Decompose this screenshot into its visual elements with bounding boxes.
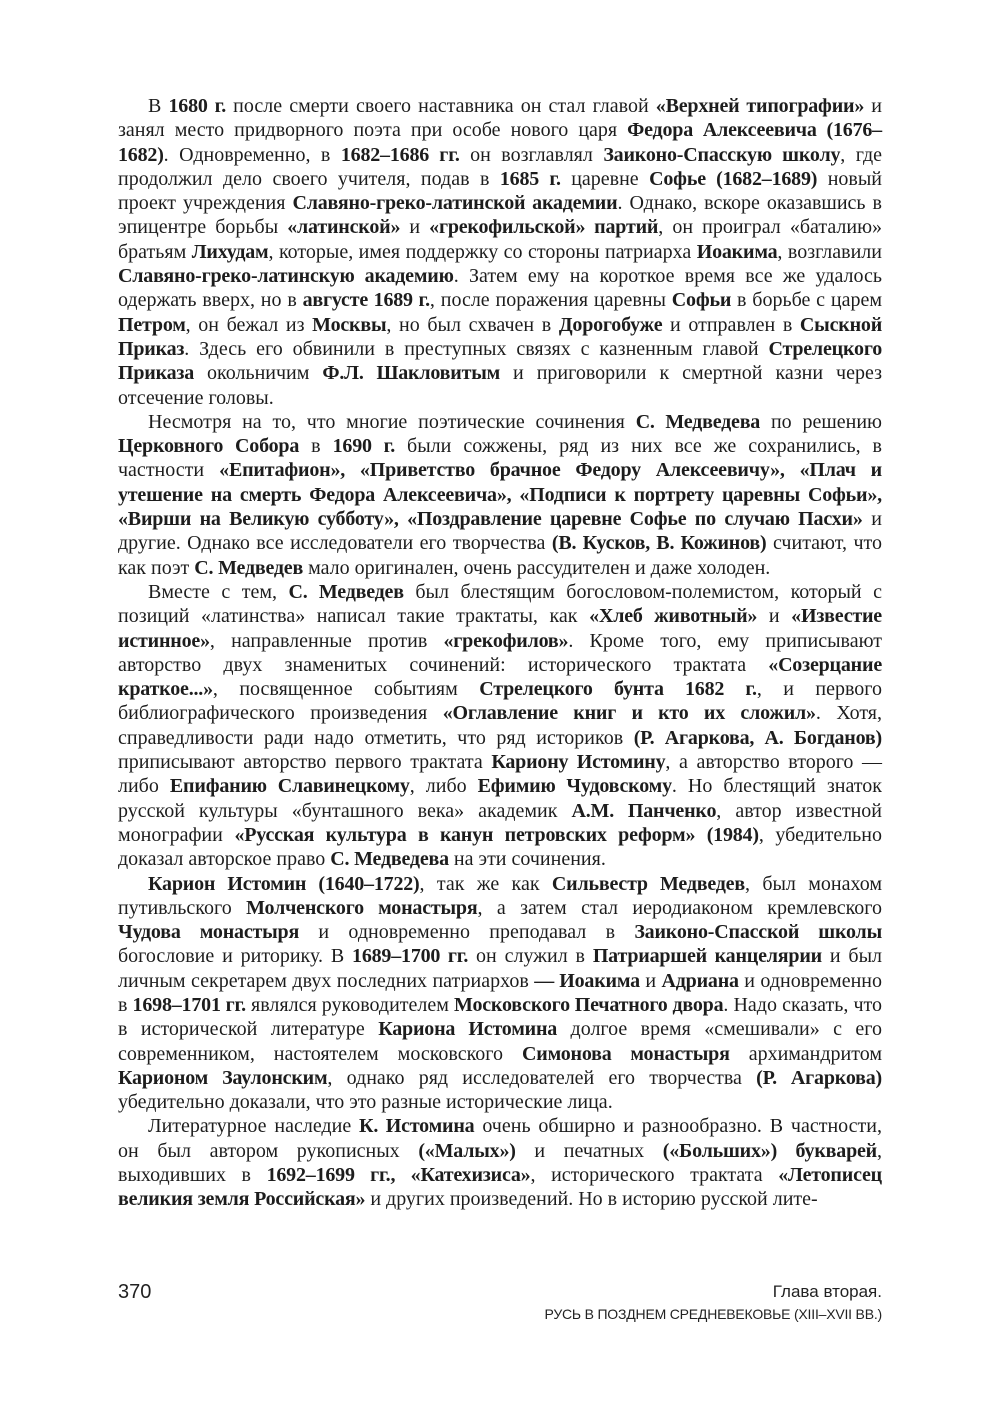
text-run: и отправлен в xyxy=(662,313,800,336)
text-run: мало оригинален, очень рассудителен и даже холоден. xyxy=(303,556,771,579)
bold-text-run: Кариону Истомину xyxy=(491,751,666,774)
bold-text-run: Федора Алексеевича (1676–1682) xyxy=(118,119,882,166)
bold-text-run: «Известие истинное» xyxy=(118,605,882,652)
text-run: были сожжены, ряд из них все же сохранились, в частности xyxy=(118,435,883,482)
bold-text-run: Стрелецкого Приказа xyxy=(118,337,882,385)
text-run: , он бежал из xyxy=(185,313,313,336)
bold-text-run: Славяно-греко-латинскую академию xyxy=(118,265,454,288)
text-run: после смерти своего наставника он стал главой xyxy=(226,95,656,117)
text-run: . Надо сказать, что в исторической литературе xyxy=(118,993,882,1041)
text-run: . Но блестящий знаток русской культуры «бунташного века» академик xyxy=(118,775,882,822)
text-run: , он проиграл «баталию» братьям xyxy=(118,216,883,263)
text-run: и xyxy=(639,969,662,992)
text-run: приписывают авторство первого трактата xyxy=(118,751,492,774)
text-run: и приговорили к смертной казни через отсечение головы. xyxy=(118,362,882,409)
text-run: , а авторство второго — либо xyxy=(118,751,883,798)
bold-text-run: 1682–1686 гг. xyxy=(340,143,460,166)
text-run: в борьбе с царем xyxy=(731,289,882,312)
bold-text-run: августе 1689 г. xyxy=(302,289,430,312)
text-run: , но был схвачен в xyxy=(386,313,559,336)
bold-text-run: Москвы xyxy=(312,313,387,336)
text-run: долгое время «смешивали» с его современником, настоятелем московского xyxy=(118,1018,882,1065)
text-run: , был монахом путивльского xyxy=(118,872,882,919)
text-run: , убедительно доказал авторское право xyxy=(118,823,882,871)
text-run: , а затем стал иеродиаконом кремлевского xyxy=(477,896,882,919)
bold-text-run: Лихудам xyxy=(191,240,269,263)
text-run: и xyxy=(400,216,430,239)
text-run: . Хотя, справедливости ради надо отметить, что ряд историков xyxy=(118,702,882,749)
text-run: и печатных xyxy=(515,1139,663,1162)
bold-text-run: Софье (1682–1689) xyxy=(649,167,818,190)
text-run: , выходивших в xyxy=(118,1139,882,1187)
text-run: очень обширно и разнообразно. В частности, он был автором рукописных xyxy=(118,1115,883,1162)
text-run: в xyxy=(299,435,333,458)
bold-text-run: Симонова монастыря xyxy=(522,1042,730,1065)
text-run: считают, что как поэт xyxy=(118,532,882,579)
bold-text-run: Стрелецкого бунта 1682 г. xyxy=(479,678,757,701)
text-run: окольничим xyxy=(194,362,323,385)
bold-text-run: 1690 г. xyxy=(332,435,396,458)
bold-text-run: Заиконо-Спасскую школу xyxy=(603,143,841,166)
text-run: убедительно доказали, что это разные исторические лица. xyxy=(118,1091,613,1114)
bold-text-run: Адриана xyxy=(661,969,739,992)
page-number: 370 xyxy=(118,1281,152,1303)
text-run: на эти сочинения. xyxy=(448,848,606,871)
text-run: он возглавлял xyxy=(459,143,604,166)
bold-text-run: Петром xyxy=(118,313,186,336)
bold-text-run: Ефимию Чудовскому xyxy=(477,775,672,798)
paragraph-3 xyxy=(118,580,882,872)
bold-text-run: «Епитафион», «Приветство брачное Федору Алексеевичу», «Плач и утешение на смерть Федора Алексеевича», «Подписи к портрету царевны Софьи», «Вирши на Великую субботу», «Поздравление царевне Софье по случаю Пасхи» xyxy=(118,459,883,531)
text-run: архимандритом xyxy=(729,1042,883,1065)
bold-text-run: С. Медведева xyxy=(635,410,761,433)
text-run: , после поражения царевны xyxy=(429,289,672,312)
text-run: . Одновременно, в xyxy=(163,143,341,166)
bold-text-run: Молченского монастыря xyxy=(246,896,478,919)
text-run: он служил в xyxy=(468,945,593,968)
text-run: . Однако, вскоре оказавшись в эпицентре борьбы xyxy=(118,192,882,239)
bold-text-run: (Р. Агаркова) xyxy=(756,1066,883,1089)
text-run: новый проект учреждения xyxy=(118,167,882,215)
bold-text-run: «Оглавление книг и кто их сложил» xyxy=(442,702,816,725)
bold-text-run: 1692–1699 гг., «Катехизиса» xyxy=(266,1164,531,1187)
text-run: , посвященное событиям xyxy=(212,678,480,701)
bold-text-run: 1698–1701 гг. xyxy=(132,993,246,1016)
text-run: царевне xyxy=(560,167,650,190)
chapter-title: Глава вторая. xyxy=(772,1282,882,1301)
text-run: и xyxy=(757,605,792,628)
bold-text-run: Епифанию Славинецкому xyxy=(169,775,410,798)
bold-text-run: С. Медведева xyxy=(330,848,449,871)
bold-text-run: Патриаршей канцелярии xyxy=(592,945,822,968)
bold-text-run: («Больших») букварей xyxy=(662,1139,877,1162)
body-text xyxy=(118,94,882,1212)
bold-text-run: Карионом Заулонским xyxy=(118,1066,328,1089)
text-run: , где продолжил дело своего учителя, подав в xyxy=(118,143,882,190)
text-run: , и первого библиографического произведения xyxy=(118,678,882,725)
text-run: по решению xyxy=(760,410,882,433)
bold-text-run: Софьи xyxy=(671,289,732,312)
text-run: , автор известной монографии xyxy=(118,799,882,846)
bold-text-run: «латинской» xyxy=(287,216,401,239)
running-footer xyxy=(545,1280,883,1326)
bold-text-run: (В. Кусков, В. Кожинов) xyxy=(551,532,767,555)
bold-text-run: К. Истомина xyxy=(359,1115,475,1138)
bold-text-run: (Р. Агаркова, А. Богданов) xyxy=(633,726,882,749)
text-run: Литературное наследие xyxy=(148,1115,360,1138)
text-run: В xyxy=(148,95,169,117)
bold-text-run: Карион Истомин (1640–1722) xyxy=(148,872,420,895)
bold-text-run: 1685 г. xyxy=(499,167,561,190)
text-run: . Здесь его обвинили в преступных связях с казненным главой xyxy=(184,337,769,360)
bold-text-run: Сильвестр Медведев xyxy=(551,872,745,895)
text-run: , однако ряд исследователей его творчества xyxy=(327,1066,757,1089)
bold-text-run: Чудова монастыря xyxy=(118,921,300,944)
bold-text-run: Иоакима xyxy=(696,240,778,263)
text-run: и других произведений. Но в историю русской лите- xyxy=(365,1188,818,1211)
text-run: Вместе с тем, xyxy=(148,580,289,603)
text-run: , направленные против xyxy=(209,629,444,652)
paragraph-1 xyxy=(118,94,882,410)
bold-text-run: Славяно-греко-латинской академии xyxy=(292,192,618,215)
text-run: . Кроме того, ему приписывают авторство двух знаменитых сочинений: исторического трактата xyxy=(118,629,882,676)
bold-text-run: 1680 г. xyxy=(168,95,227,117)
bold-text-run: «Русская культура в канун петровских реформ» (1984) xyxy=(234,823,759,846)
bold-text-run: «Созерцание краткое...» xyxy=(118,653,882,701)
paragraph-5 xyxy=(118,1114,882,1211)
bold-text-run: А.М. Панченко xyxy=(571,799,717,822)
bold-text-run: «грекофильской» партий xyxy=(429,216,659,239)
text-run: Несмотря на то, что многие поэтические сочинения xyxy=(148,410,636,433)
text-run: , так же как xyxy=(419,872,552,895)
text-run: , либо xyxy=(409,775,478,798)
bold-text-run: 1689–1700 гг. xyxy=(352,945,469,968)
text-run: и был личным секретарем двух последних патриархов xyxy=(118,945,882,992)
paragraph-4 xyxy=(118,872,882,1115)
text-run: и занял место придворного поэта при особе нового царя xyxy=(118,95,882,142)
bold-text-run: «Верхней типографии» xyxy=(655,95,865,117)
bold-text-run: «Летописец великия земля Российская» xyxy=(118,1164,882,1211)
text-run: и другие. Однако все исследователи его творчества xyxy=(118,508,882,555)
bold-text-run: «Хлеб животный» xyxy=(589,605,758,628)
text-run: и одновременно преподавал в xyxy=(299,921,635,944)
bold-text-run: Ф.Л. Шакловитым xyxy=(322,362,501,385)
text-run: , возглавили xyxy=(777,240,882,263)
chapter-subtitle: РУСЬ В ПОЗДНЕМ СРЕДНЕВЕКОВЬЕ (XIII–XVII ВВ.) xyxy=(544,1306,882,1322)
bold-text-run: С. Медведев xyxy=(288,580,404,603)
bold-text-run: Заиконо-Спасской школы xyxy=(634,921,882,944)
text-run: и одновременно в xyxy=(118,969,882,1016)
bold-text-run: Церковного Собора xyxy=(118,435,300,458)
text-run: , которые, имея поддержку со стороны патриарха xyxy=(268,240,697,263)
bold-text-run: Сыскной Приказ xyxy=(118,313,883,360)
text-run: . Затем ему на короткое время все же удалось одержать вверх, но в xyxy=(118,265,882,312)
bold-text-run: С. Медведев xyxy=(194,556,304,579)
text-run: богословие и риторику. В xyxy=(118,945,353,968)
text-run: был блестящим богословом-полемистом, который с позиций «латинства» написал такие трактаты, как xyxy=(118,580,883,628)
paragraph-2 xyxy=(118,410,882,580)
bold-text-run: «грекофилов» xyxy=(443,629,569,652)
bold-text-run: («Малых») xyxy=(418,1139,516,1162)
bold-text-run: Кариона Истомина xyxy=(378,1018,558,1041)
bold-text-run: Дорогобуже xyxy=(558,313,663,336)
bold-text-run: — Иоакима xyxy=(534,969,640,992)
bold-text-run: Московского Печатного двора xyxy=(454,993,724,1016)
text-run: являлся руководителем xyxy=(245,993,455,1016)
text-run: , исторического трактата xyxy=(530,1164,779,1187)
